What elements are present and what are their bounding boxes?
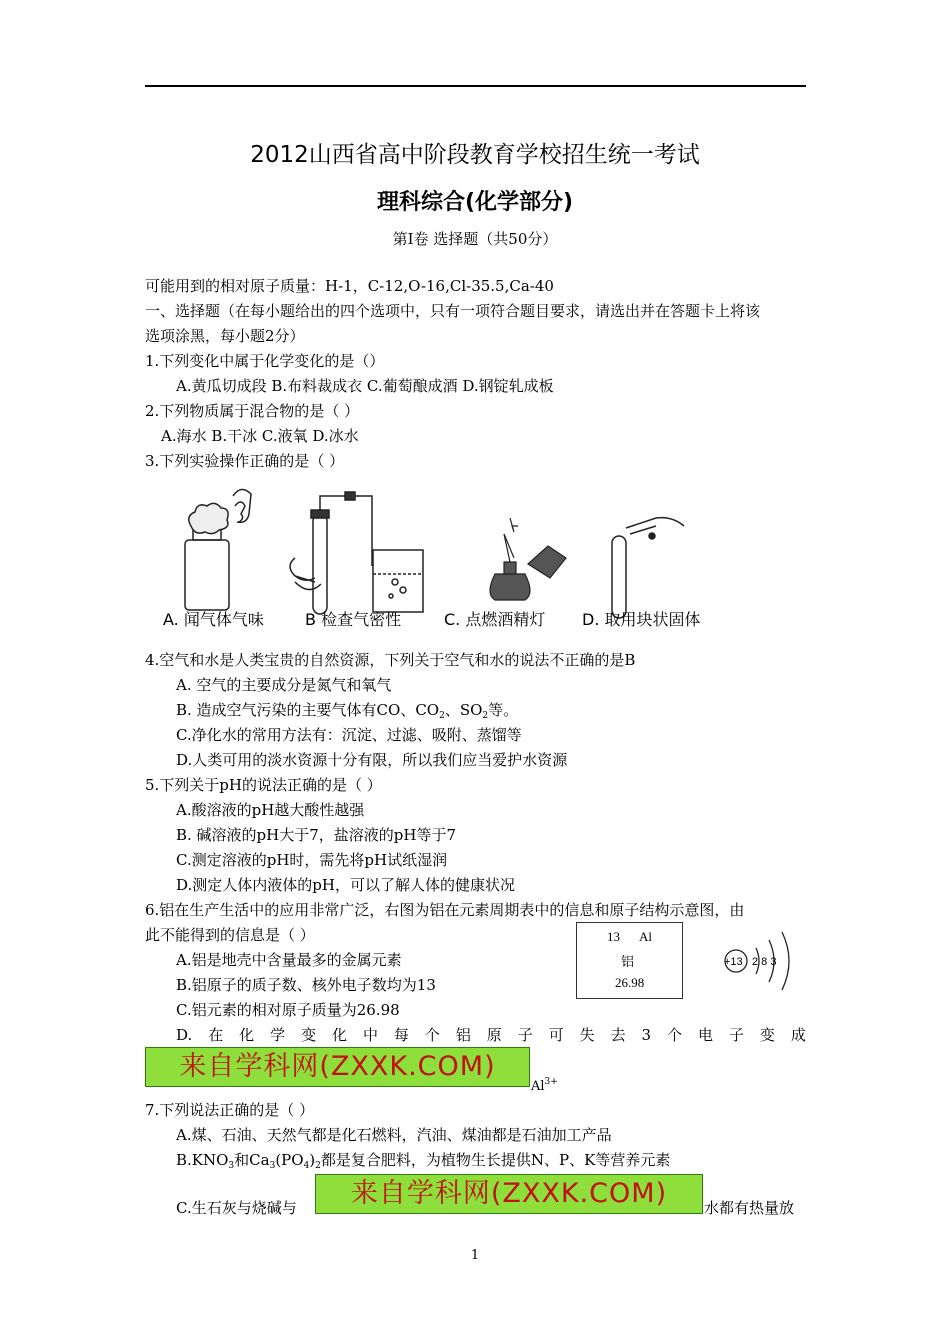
alcohol-lamp-illustration: [490, 518, 566, 600]
q5-stem: 5.下列关于pH的说法正确的是（ ）: [145, 776, 382, 794]
atom-structure-diagram: [716, 924, 806, 999]
q5-option-d: D.测定人体内液体的pH，可以了解人体的健康状况: [176, 876, 515, 894]
q2-options: A.海水 B.干冰 C.液氧 D.冰水: [161, 427, 359, 445]
q7-option-b: $B.KNO_3$和$Ca_3(PO_4)_2$都是复合肥料，为植物生长提供N、P、K等营养元素: [176, 1151, 671, 1171]
q7-stem: 7.下列说法正确的是（ ）: [145, 1101, 315, 1119]
gas-bottle-illustration: [185, 489, 251, 610]
section-title: 第Ⅰ卷 选择题（共50分）: [392, 230, 558, 248]
q4-option-d: D.人类可用的淡水资源十分有限，所以我们应当爱护水资源: [176, 751, 568, 769]
page-number: 1: [470, 1248, 480, 1263]
aluminum-ion: $Al^{3+}$: [531, 1077, 558, 1094]
q3-stem: 3.下列实验操作正确的是（ ）: [145, 452, 345, 470]
q7-option-c-end: 水都有热量放: [704, 1199, 795, 1217]
instructions-line2: 选项涂黑，每小题2分）: [145, 327, 305, 345]
q6-stem-line2: 此不能得到的信息是（ ）: [145, 926, 315, 944]
airtight-check-illustration: [290, 492, 423, 614]
q3-caption-b: B 检查气密性: [305, 610, 402, 629]
q6-option-d: D. 在 化 学 变 化 中 每 个 铝 原 子 可 失 去 3 个 电 子 变 成: [176, 1026, 806, 1044]
lab-illustration-cd: [440, 478, 725, 640]
q1-options: A.黄瓜切成段 B.布料裁成衣 C.葡萄酿成酒 D.钢锭轧成板: [176, 377, 554, 395]
exam-subtitle: 理科综合(化学部分): [376, 190, 574, 215]
q3-caption-d: D. 取用块状固体: [582, 610, 701, 629]
watermark-banner: 来自学科网(ZXXK.COM): [145, 1047, 530, 1087]
atomic-masses: 可能用到的相对原子质量：H-1，C-12,O-16,Cl-35.5,Ca-40: [145, 277, 554, 295]
q4-stem: 4.空气和水是人类宝贵的自然资源，下列关于空气和水的说法不正确的是B: [145, 651, 636, 669]
q6-option-a: A.铝是地壳中含量最多的金属元素: [176, 951, 402, 969]
atom-shell-electrons: 2 8 3: [752, 956, 777, 968]
element-name: 铝: [621, 954, 635, 969]
q6-stem-line1: 6.铝在生产生活中的应用非常广泛，右图为铝在元素周期表中的信息和原子结构示意图，由: [145, 901, 745, 919]
element-tile: [576, 922, 683, 999]
q1-stem: 1.下列变化中属于化学变化的是（）: [145, 352, 385, 370]
instructions-line1: 一、选择题（在每小题给出的四个选项中，只有一项符合题目要求，请选出并在答题卡上将该: [145, 302, 761, 320]
q2-stem: 2.下列物质属于混合物的是（ ）: [145, 402, 360, 420]
q5-option-a: A.酸溶液的pH越大酸性越强: [176, 801, 365, 819]
q5-option-b: B. 碱溶液的pH大于7，盐溶液的pH等于7: [176, 826, 457, 844]
q4-option-b: B. 造成空气污染的主要气体有CO、$CO_2$、$SO_2$等。: [176, 701, 519, 721]
solid-sampling-illustration: [612, 518, 684, 618]
q4-option-c: C.净化水的常用方法有：沉淀、过滤、吸附、蒸馏等: [176, 726, 522, 744]
element-mass: 26.98: [615, 975, 645, 990]
q6-option-b: B.铝原子的质子数、核外电子数均为13: [176, 976, 436, 994]
q6-option-c: C.铝元素的相对原子质量为26.98: [176, 1001, 400, 1019]
q4-option-a: A. 空气的主要成分是氮气和氧气: [176, 676, 392, 694]
exam-title: 2012山西省高中阶段教育学校招生统一考试: [250, 142, 700, 168]
atom-nucleus: +13: [724, 956, 743, 968]
element-number: 13: [607, 929, 620, 944]
watermark-banner-2: 来自学科网(ZXXK.COM): [315, 1174, 703, 1214]
header-rule: [145, 85, 806, 87]
atom-shells-illustration: [716, 924, 806, 999]
q3-figure-ab: [145, 478, 440, 640]
q3-figure-cd: [440, 478, 725, 640]
q7-option-a: A.煤、石油、天然气都是化石燃料，汽油、煤油都是石油加工产品: [176, 1126, 612, 1144]
q7-option-c-start: C.生石灰与烧碱与: [176, 1199, 297, 1217]
q5-option-c: C.测定溶液的pH时，需先将pH试纸湿润: [176, 851, 448, 869]
lab-illustration-ab: [145, 478, 440, 640]
q3-caption-c: C. 点燃酒精灯: [444, 610, 546, 629]
element-symbol: Al: [639, 929, 652, 944]
q3-caption-a: A. 闻气体气味: [163, 610, 264, 629]
